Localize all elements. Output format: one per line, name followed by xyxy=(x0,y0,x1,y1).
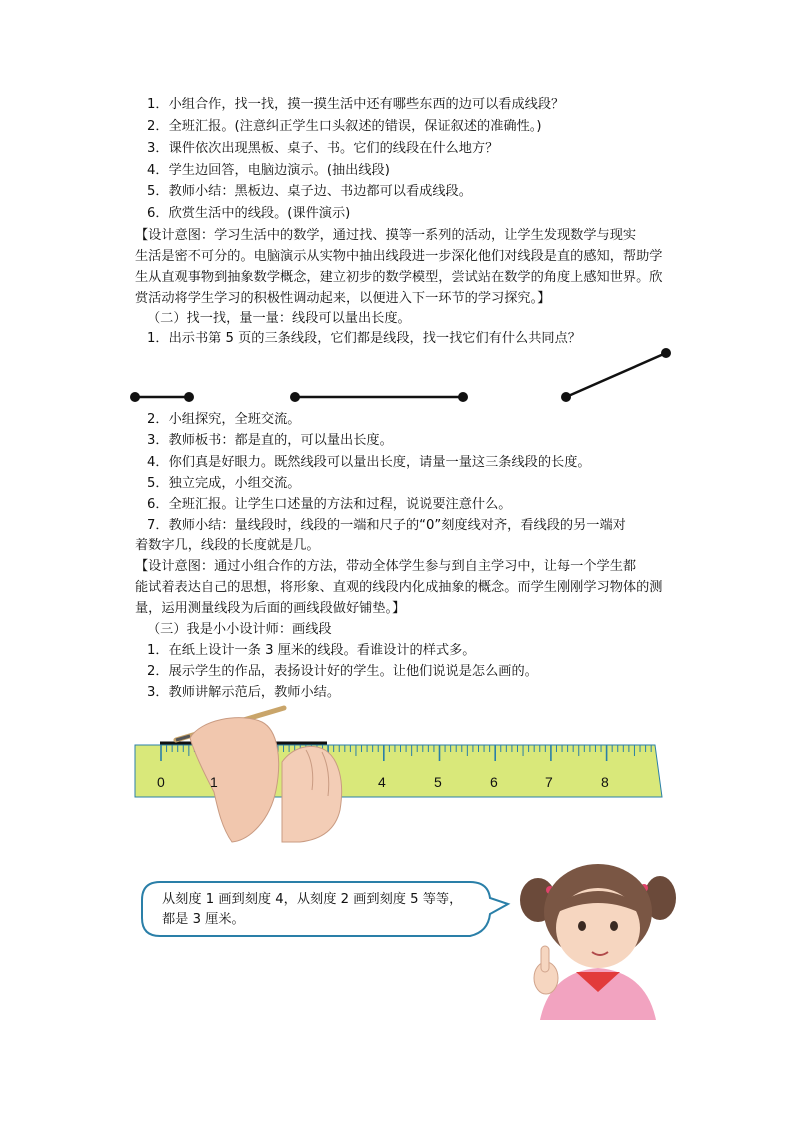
section1-item-4: 4．学生边回答，电脑边演示。(抽出线段) xyxy=(147,163,390,178)
section1-item-5: 5．教师小结：黑板边、桌子边、书边都可以看成线段。 xyxy=(147,184,472,199)
ruler-number-0: 0 xyxy=(157,774,165,790)
segment-slanted xyxy=(561,348,671,402)
ruler-illustration xyxy=(0,700,794,850)
bubble-line-2: 都是 3 厘米。 xyxy=(162,912,245,927)
section3-heading: （三）我是小小设计师：画线段 xyxy=(147,622,332,637)
section2-item-3: 3．教师板书：都是直的，可以量出长度。 xyxy=(147,433,393,448)
ruler-number-7: 7 xyxy=(545,774,553,790)
girl-illustration xyxy=(510,860,680,1020)
segment-short xyxy=(130,392,194,402)
section3-item-1: 1．在纸上设计一条 3 厘米的线段。看谁设计的样式多。 xyxy=(147,643,476,658)
design-intent-1-line-3: 生从直观事物到抽象数学概念，建立初步的数学模型，尝试站在数学的角度上感知世界。欣 xyxy=(135,270,663,285)
section2-item-4: 4．你们真是好眼力。既然线段可以量出长度，请量一量这三条线段的长度。 xyxy=(147,455,591,470)
section2-item-5: 5．独立完成，小组交流。 xyxy=(147,476,301,491)
design-intent-2-line-3: 量，运用测量线段为后面的画线段做好铺垫。】 xyxy=(135,601,406,616)
section2-heading: （二）找一找，量一量：线段可以量出长度。 xyxy=(147,311,411,326)
section2-item-7-cont: 着数字几，线段的长度就是几。 xyxy=(135,538,320,553)
design-intent-1-line-1: 【设计意图：学习生活中的数学，通过找、摸等一系列的活动，让学生发现数学与现实 xyxy=(135,228,637,243)
section1-item-3: 3．课件依次出现黑板、桌子、书。它们的线段在什么地方？ xyxy=(147,141,499,156)
section1-item-6: 6．欣赏生活中的线段。(课件演示) xyxy=(147,206,351,221)
ruler-number-5: 5 xyxy=(434,774,442,790)
section2-item-7: 7．教师小结：量线段时，线段的一端和尺子的“0”刻度线对齐，看线段的另一端对 xyxy=(147,518,626,533)
design-intent-1-line-2: 生活是密不可分的。电脑演示从实物中抽出线段进一步深化他们对线段是直的感知，帮助学 xyxy=(135,249,663,264)
section2-item-1: 1．出示书第 5 页的三条线段，它们都是线段，找一找它们有什么共同点？ xyxy=(147,331,581,346)
ruler-number-6: 6 xyxy=(490,774,498,790)
design-intent-2-line-2: 能试着表达自己的思想，将形象、直观的线段内化成抽象的概念。而学生刚刚学习物体的测 xyxy=(135,580,663,595)
section2-item-6: 6．全班汇报。让学生口述量的方法和过程，说说要注意什么。 xyxy=(147,497,512,512)
section1-item-2: 2．全班汇报。(注意纠正学生口头叙述的错误，保证叙述的准确性。) xyxy=(147,119,542,134)
section3-item-2: 2．展示学生的作品，表扬设计好的学生。让他们说说是怎么画的。 xyxy=(147,664,538,679)
section3-item-3: 3．教师讲解示范后，教师小结。 xyxy=(147,685,341,700)
design-intent-1-line-4: 赏活动将学生学习的积极性调动起来，以便进入下一环节的学习探究。】 xyxy=(135,291,551,306)
ruler-number-8: 8 xyxy=(601,774,609,790)
section1-item-1: 1．小组合作，找一找，摸一摸生活中还有哪些东西的边可以看成线段？ xyxy=(147,97,565,112)
ruler-number-4: 4 xyxy=(378,774,386,790)
design-intent-2-line-1: 【设计意图：通过小组合作的方法，带动全体学生参与到自主学习中，让每一个学生都 xyxy=(135,559,637,574)
ruler-number-1: 1 xyxy=(210,774,218,790)
section2-item-2: 2．小组探究，全班交流。 xyxy=(147,412,301,427)
segment-long xyxy=(290,392,468,402)
line-segments-figure xyxy=(0,340,794,410)
bubble-line-1: 从刻度 1 画到刻度 4，从刻度 2 画到刻度 5 等等， xyxy=(162,892,463,907)
